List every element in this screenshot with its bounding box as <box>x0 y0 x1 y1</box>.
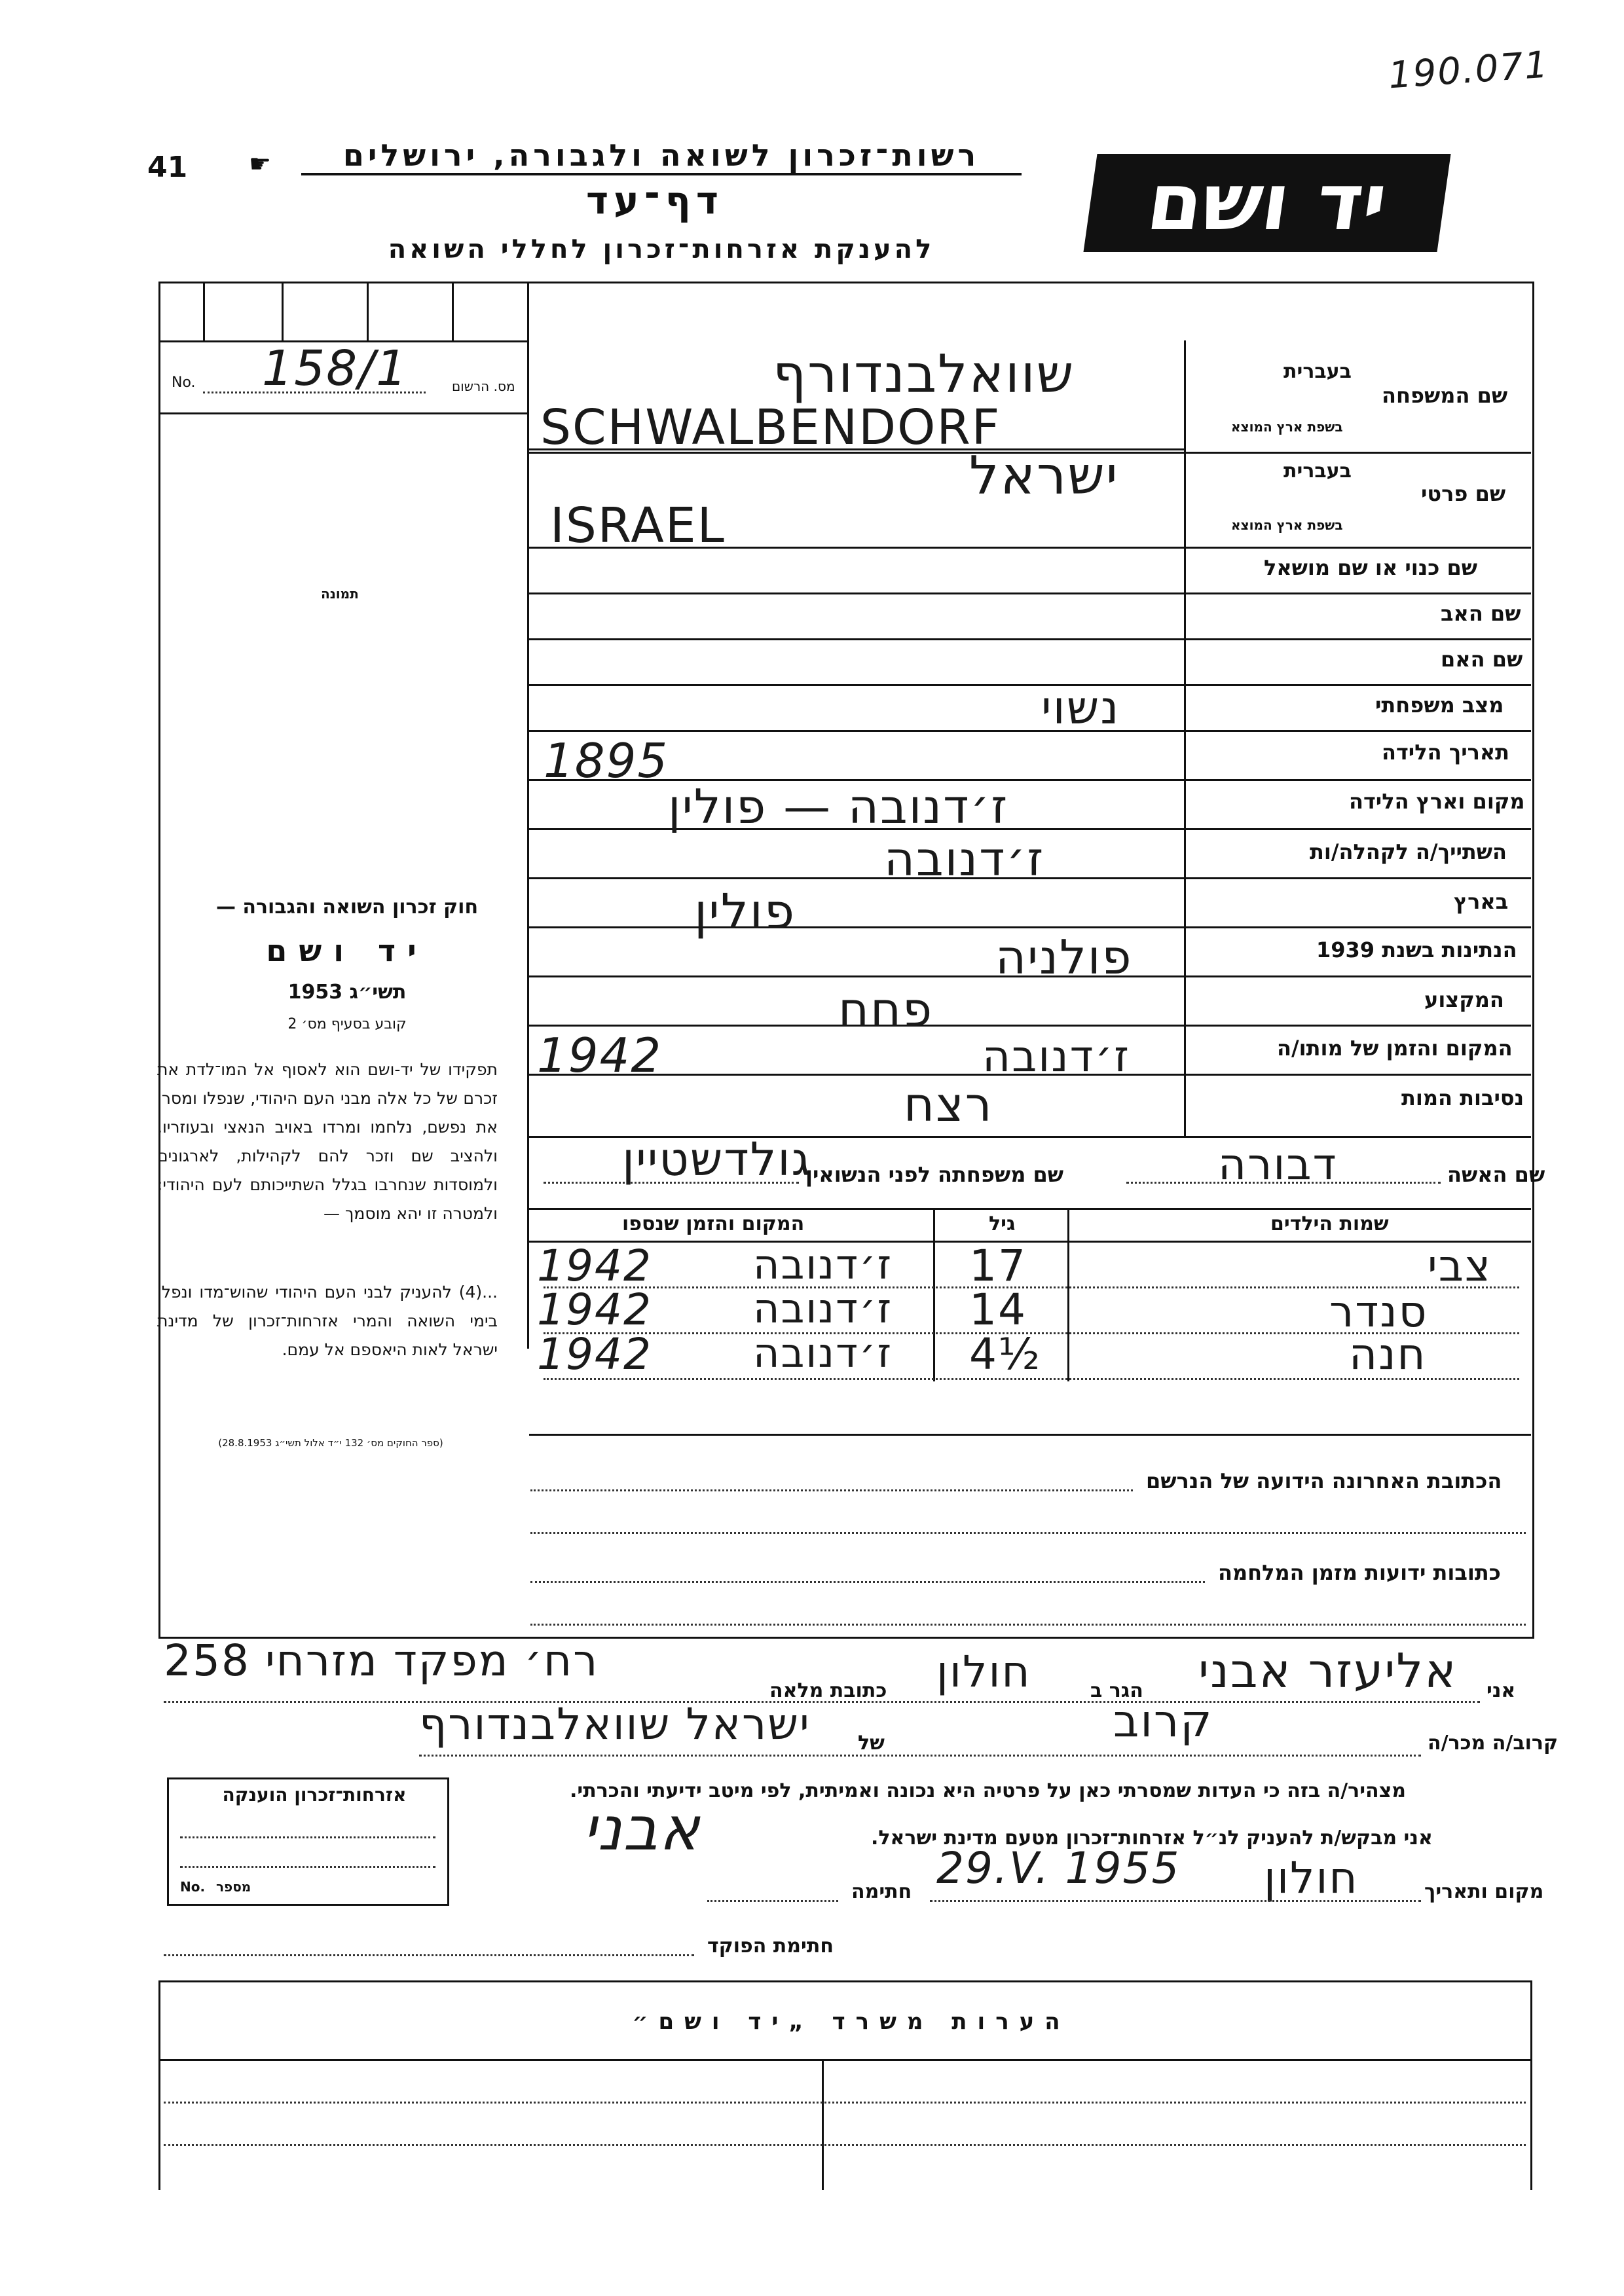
wife-value: דבורה <box>1218 1139 1338 1190</box>
place-date-dotted <box>930 1900 1421 1902</box>
witness-address-label: כתובת מלאה <box>769 1679 887 1702</box>
profession-label: המקצוע <box>1424 987 1504 1012</box>
child-name: חנה <box>1349 1329 1427 1379</box>
registration-number: 158/1 <box>262 340 409 397</box>
death-place: ז׳דנובה <box>982 1031 1130 1082</box>
first-name-latin: ISRAEL <box>550 498 726 554</box>
witness-name: אליעזר אבני <box>1198 1643 1458 1698</box>
witness-address: רח׳ מפקד מזרחי 258 <box>164 1635 599 1686</box>
child-place: ז׳דנובה <box>753 1329 893 1377</box>
last-address-label: הכתובת האחרונה הידועה של הנרשם <box>1146 1468 1502 1493</box>
relation-label: קרוב/ה מכר/ה <box>1428 1732 1559 1755</box>
origin-language-label-1: בשפת ארץ המוצא <box>1231 419 1343 435</box>
law-title: חוק זכרון השואה והגבורה — <box>215 896 479 919</box>
law-clause: ...(4) להעניק לבני העם היהודי שהוש־מדו ונפלו בימי השואה והמרי אזרחות־זכרון של מדינת ישראל לאות היאספם אל עמם. <box>157 1283 498 1359</box>
of-label: של <box>858 1732 885 1755</box>
first-name-label: שם פרטי <box>1421 481 1506 506</box>
form-title: דף־עד <box>585 178 724 223</box>
mother-label: שם האם <box>1441 647 1523 672</box>
citizenship-value: פולניה <box>995 930 1133 985</box>
maiden-name-label: שם משפחתה לפני הנשואין <box>805 1162 1064 1187</box>
in-hebrew-label-2: בעברית <box>1283 460 1352 483</box>
declaration-2: אני מבקש/ת להעניק לנ״ל אזרחות־זכרון מטעם מדינת ישראל. <box>871 1827 1433 1850</box>
witness-signature: אבני <box>583 1794 701 1864</box>
left-cell-div-4 <box>452 282 454 340</box>
family-name-latin: SCHWALBENDORF <box>540 399 1001 456</box>
photo-label: תמונה <box>321 586 359 602</box>
yad-vashem-logo: יד ושם <box>1083 154 1450 252</box>
citizenship-label: הנתינות בשנת 1939 <box>1316 938 1517 962</box>
last-address-line-1 <box>530 1489 1133 1491</box>
registration-no-label: No. <box>172 374 196 391</box>
left-cell-div-1 <box>203 282 205 340</box>
children-col-1 <box>933 1208 935 1381</box>
officer-signature-label: חתימת הפוקד <box>707 1935 834 1958</box>
child-place: ז׳דנובה <box>753 1241 893 1288</box>
office-notes-top <box>158 1980 1532 1982</box>
office-notes-right <box>1530 1980 1532 2190</box>
witness-i-label: אני <box>1486 1679 1516 1702</box>
left-cell-div-2 <box>282 282 284 340</box>
law-body: תפקידו של יד-ושם הוא לאסוף אל המו־לדת את זכרם של כל אלה מבני העם היהודי, שנפלו ומסרו את נפשם, נלחמו ומרדו באויב הנאצי ובעוזריו, ולהציב שם וזכר להם לקהילות, לארגונים ולמוסדות שנחרבו בגלל השתייכותם לעם היהודי; ולמטרה זו יהא מוסמך — <box>157 1060 498 1223</box>
hand-pointer-icon: ☛ <box>249 149 272 178</box>
date-value: 29.V. 1955 <box>936 1843 1181 1893</box>
child-name: סנדר <box>1329 1286 1428 1337</box>
row-line-marital <box>529 730 1531 732</box>
signature-label: חתימה <box>851 1880 912 1903</box>
birth-date-label: תאריך הלידה <box>1382 740 1510 765</box>
office-notes-line-1 <box>164 2102 1526 2104</box>
marital-label: מצב משפחתי <box>1375 693 1504 718</box>
child-year: 1942 <box>537 1241 652 1291</box>
place-value: חולון <box>1264 1853 1359 1903</box>
office-notes-header-line <box>158 2059 1532 2061</box>
officer-dotted <box>164 1954 694 1956</box>
child-place: ז׳דנובה <box>753 1285 893 1332</box>
death-circumstances-label: נסיבות המות <box>1401 1085 1524 1110</box>
witness-line-2 <box>419 1755 1421 1757</box>
child-age: 4½ <box>969 1329 1041 1379</box>
row-line-nickname <box>529 592 1531 594</box>
citizenship-box-no-label: No. <box>180 1879 206 1895</box>
witness-lives-in-label: הגר ב <box>1090 1679 1143 1702</box>
family-name-label: שם המשפחה <box>1382 383 1508 408</box>
row-line-profession <box>529 1025 1531 1027</box>
law-source: (ספר החוקים מס׳ 132 י״ד אלול תשי״ג 28.8.1953) <box>218 1437 443 1449</box>
citizenship-box-line-2 <box>180 1866 435 1868</box>
registration-label: מס. הרשום <box>452 378 515 394</box>
nickname-label: שם כנוי או שם מושאל <box>1264 555 1478 580</box>
authority-title: רשות־זכרון לשואה ולגבורה, ירושלים <box>301 137 1022 175</box>
child-year: 1942 <box>537 1285 652 1335</box>
place-date-label: מקום ותאריך <box>1424 1880 1544 1903</box>
label-column-divider <box>1184 340 1186 1136</box>
birth-place-label: מקום וארץ הלידה <box>1349 789 1525 814</box>
child-year: 1942 <box>537 1329 652 1379</box>
in-hebrew-label-1: בעברית <box>1283 360 1352 383</box>
sheet-number: 41 <box>147 151 188 184</box>
maiden-name-value: גולדשטיין <box>622 1133 812 1186</box>
community-value: ז׳דנובה <box>884 831 1045 886</box>
wartime-address-label: כתובות ידועות מזמן המלחמה <box>1218 1560 1501 1585</box>
archive-number: 190.071 <box>1387 43 1551 98</box>
marital-value: נשוי <box>1041 681 1120 735</box>
death-label: המקום והזמן של מותו/ה <box>1277 1036 1513 1061</box>
citizenship-box-title: אזרחות־זכרון הוענקה <box>222 1784 407 1806</box>
office-notes-left <box>158 1980 160 2190</box>
declaration-1: מצהיר/ה בזה כי העדות שמסרתי כאן על פרטיה היא נכונה ואמיתית, לפי מיטב ידיעתי והכרתי. <box>570 1779 1406 1802</box>
country-value: פולין <box>694 884 796 940</box>
birth-date-value: 1895 <box>544 733 669 788</box>
last-address-line-2 <box>530 1532 1526 1534</box>
of-name: ישראל שוואלבנדורף <box>419 1699 811 1749</box>
origin-language-label-2: בשפת ארץ המוצא <box>1231 517 1343 533</box>
children-bottom-line <box>529 1434 1531 1436</box>
row-line-father <box>529 638 1531 640</box>
law-name: יד ושם <box>266 933 428 968</box>
wife-label: שם האשה <box>1447 1162 1545 1187</box>
office-notes-mid <box>822 2059 824 2190</box>
form-subtitle: להענקת אזרחות־זכרון לחללי השואה <box>388 234 935 264</box>
wartime-address-line-2 <box>530 1624 1526 1626</box>
family-name-hebrew: שוואלבנדורף <box>773 344 1075 405</box>
citizenship-box-line-1 <box>180 1836 435 1838</box>
left-reg-line <box>160 412 527 414</box>
death-circumstances-value: רצח <box>904 1077 993 1132</box>
witness-line-1 <box>164 1701 1480 1703</box>
row-line-mother <box>529 684 1531 686</box>
profession-value: פחח <box>838 982 934 1037</box>
row-line-country <box>529 926 1531 928</box>
death-year: 1942 <box>537 1028 663 1083</box>
children-header-line <box>529 1241 1531 1243</box>
community-label: השתייך/ה לקהלה/ות <box>1310 839 1507 864</box>
citizenship-box-no-label-he: מספר <box>216 1879 251 1895</box>
children-place-time-header: המקום והזמן שנספו <box>622 1212 805 1235</box>
office-notes-line-2 <box>164 2144 1526 2146</box>
children-age-header: גיל <box>989 1212 1016 1235</box>
registration-dotted-line <box>203 392 426 393</box>
left-column-divider <box>527 282 529 1349</box>
children-col-2 <box>1067 1208 1069 1381</box>
father-label: שם האב <box>1441 601 1521 626</box>
birth-place-value: ז׳דנובה — פולין <box>668 779 1009 834</box>
country-label: בארץ <box>1454 889 1509 914</box>
left-cell-div-3 <box>367 282 369 340</box>
relation-value: קרוב <box>1113 1696 1213 1747</box>
children-names-header: שמות הילדים <box>1270 1212 1389 1235</box>
law-year: תשי״ג 1953 <box>287 981 407 1004</box>
child-age: 14 <box>969 1285 1027 1335</box>
witness-city: חולון <box>936 1647 1031 1697</box>
row-line-wife <box>529 1208 1531 1210</box>
signature-dotted <box>707 1900 838 1902</box>
office-notes-title: הערות משרד „יד ושם״ <box>632 2009 1071 2035</box>
first-name-hebrew: ישראל <box>969 445 1119 506</box>
wartime-address-line-1 <box>530 1581 1205 1583</box>
child-age: 17 <box>969 1241 1027 1291</box>
child-name: צבי <box>1428 1241 1492 1291</box>
law-section: קובע בסעיף מס׳ 2 <box>287 1016 407 1032</box>
